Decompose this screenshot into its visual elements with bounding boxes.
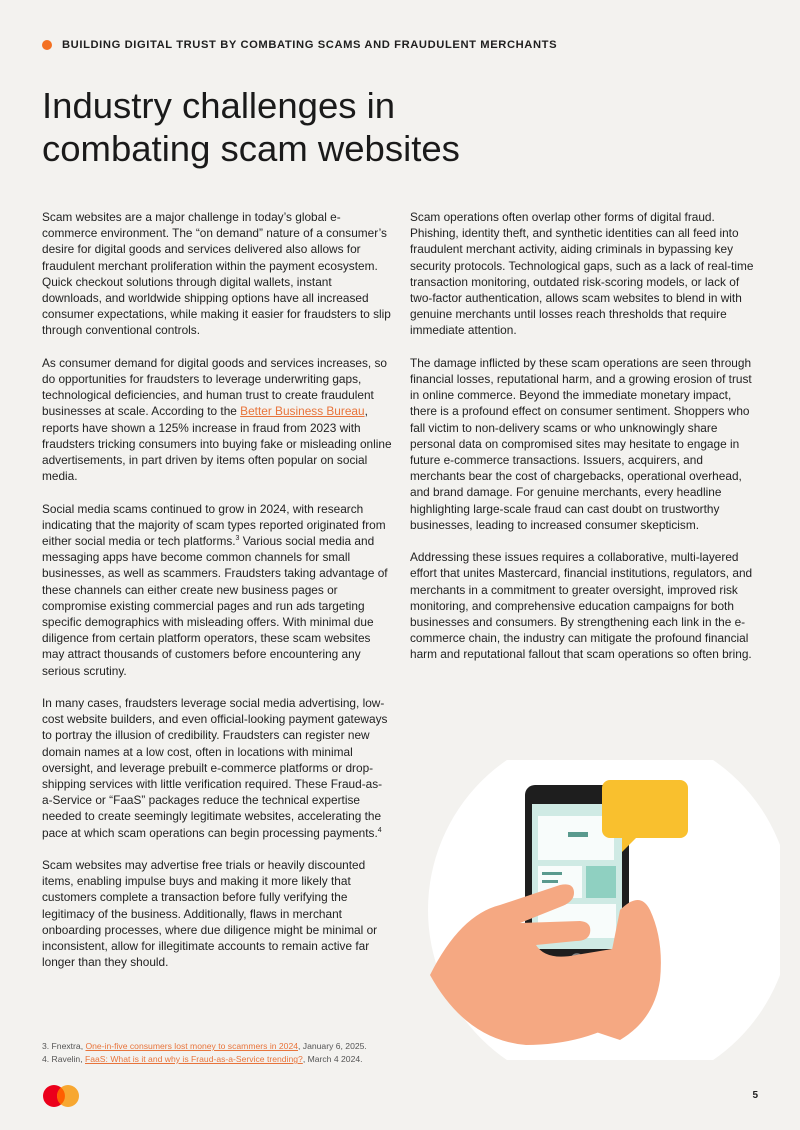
- paragraph: Scam websites are a major challenge in today’s global e-commerce environment. The “on demand” nature of a consumer’s desire for digital goods and services delivered also allows for fraudulent merchant proliferation within the payment ecosystem. Quick checkout solutions through digital wallets, instant downloads, and worldwide shipping options have all increased consumer expectations, while making it easier for fraudsters to slip through conventional controls.: [42, 210, 391, 338]
- paragraph-text: Various social media and messaging apps have become common channels for small businesses, as well as scammers. Fraudsters taking advantage of these channels can either create new business pages or compromise existing commercial pages and run ads targeting specific demographics with misleading offers. With minimal due diligence from certain platform operators, these scam websites may attract thousands of customers before encountering any serious scrutiny.: [42, 534, 388, 678]
- right-column: [410, 209, 758, 679]
- footnote-text: 3. Fnextra,: [42, 1041, 86, 1051]
- left-column: [42, 209, 392, 987]
- better-business-bureau-link[interactable]: Better Business Bureau: [240, 404, 365, 419]
- screen-text-bar: [542, 880, 558, 883]
- paragraph-text: , reports have shown a 125% increase in fraud from 2023 with fraudsters tricking consumers into buying fake or misleading online advertisements, in part driven by items often popular on social media.: [42, 404, 392, 484]
- page-title-line-2: combating scam websites: [42, 128, 460, 169]
- footnote-4-link[interactable]: FaaS: What is it and why is Fraud-as-a-Service trending?: [85, 1054, 303, 1064]
- bullet-dot-icon: [42, 40, 52, 50]
- paragraph: Scam websites may advertise free trials or heavily discounted items, enabling impulse buys and making it more likely that customers complete a transaction before fully verifying the legitimacy of the business. Additionally, flaws in merchant onboarding processes, where due diligence might be minimal or inconsistent, allow for illegitimate accounts to remain active far longer than they should.: [42, 858, 378, 970]
- page-number: 5: [752, 1090, 758, 1101]
- page-title: [42, 84, 642, 170]
- paragraph: Scam operations often overlap other forms of digital fraud. Phishing, identity theft, and synthetic identities can all feed into fraudulent merchant activity, aiding criminals in bypassing key security protocols. Technological gaps, such as a lack of real-time transaction monitoring, outdated risk-scoring models, or lack of two-factor authentication, allows scam websites to blend in with genuine merchants until losses reach thresholds that require immediate attention.: [410, 210, 754, 338]
- footnote-4: [42, 1053, 367, 1066]
- paragraph-text: As consumer demand for digital goods and services increases, so do opportunities for fraudsters to leverage underwriting gaps, technological deficiencies, and human trust to create fraudulent businesses at scale. According to the: [42, 355, 387, 419]
- footnote-text: , January 6, 2025.: [298, 1041, 367, 1051]
- paragraph: [42, 501, 392, 679]
- footnote-text: , March 4 2024.: [302, 1054, 363, 1064]
- page-title-line-1: Industry challenges in: [42, 85, 396, 126]
- paragraph-text: In many cases, fraudsters leverage social media advertising, low-cost website builders, and even official-looking payment gateways to portray the illusion of credibility. Fraudsters can register new domain names at a low cost, often in locations with minimal oversight, and leverage prebuilt e-commerce platforms or drop-shipping services with little verification required. These Fraud-as-a-Service or “FaaS” packages reduce the technical expertise needed to create seemingly legitimate websites, accelerating the pace at which scam operations can begin processing payments.: [42, 696, 388, 840]
- phone-in-hand-illustration: [420, 760, 780, 1060]
- paragraph: [42, 355, 392, 485]
- footnotes: [42, 1040, 367, 1066]
- footnote-ref-4[interactable]: 4: [377, 826, 382, 834]
- section-header-label: BUILDING DIGITAL TRUST BY COMBATING SCAMS AND FRAUDULENT MERCHANTS: [62, 39, 558, 51]
- section-header: [42, 39, 557, 51]
- mastercard-logo-icon: [42, 1084, 80, 1108]
- footnote-ref-3[interactable]: 3: [235, 535, 240, 543]
- paragraph: Addressing these issues requires a collaborative, multi-layered effort that unites Mastercard, financial institutions, regulators, and merchants in a commitment to greater oversight, improved risk monitoring, and comprehensive education campaigns for both businesses and consumers. By strengthening each link in the e-commerce chain, the industry can mitigate the profound financial harm and reputational fallout that scam operations so often bring.: [410, 550, 753, 662]
- footnote-text: 4. Ravelin,: [42, 1054, 85, 1064]
- screen-text-bar: [542, 872, 562, 875]
- screen-text-bar: [568, 832, 588, 837]
- paragraph: The damage inflicted by these scam operations are seen through financial losses, reputational harm, and a growing erosion of trust in online commerce. Beyond the immediate monetary impact, there is a profound effect on consumer sentiment. Shoppers who fall victim to non-delivery scams or who unknowingly share personal data on compromised sites may hesitate to engage in future e-commerce transactions. Issuers, acquirers, and merchants bear the cost of chargebacks, operational overhead, and brand damage. For genuine merchants, every headline highlighting large-scale fraud can cast doubt on trustworthy businesses, leading to increased consumer skepticism.: [410, 355, 752, 532]
- footnote-3-link[interactable]: One-in-five consumers lost money to scammers in 2024: [85, 1041, 299, 1051]
- paragraph-text: Social media scams continued to grow in 2024, with research indicating that the majority of scam types reported originated from either social media or tech platforms.: [42, 501, 386, 549]
- paragraph: [42, 695, 392, 841]
- screen-image: [586, 866, 616, 898]
- footnote-3: [42, 1040, 367, 1053]
